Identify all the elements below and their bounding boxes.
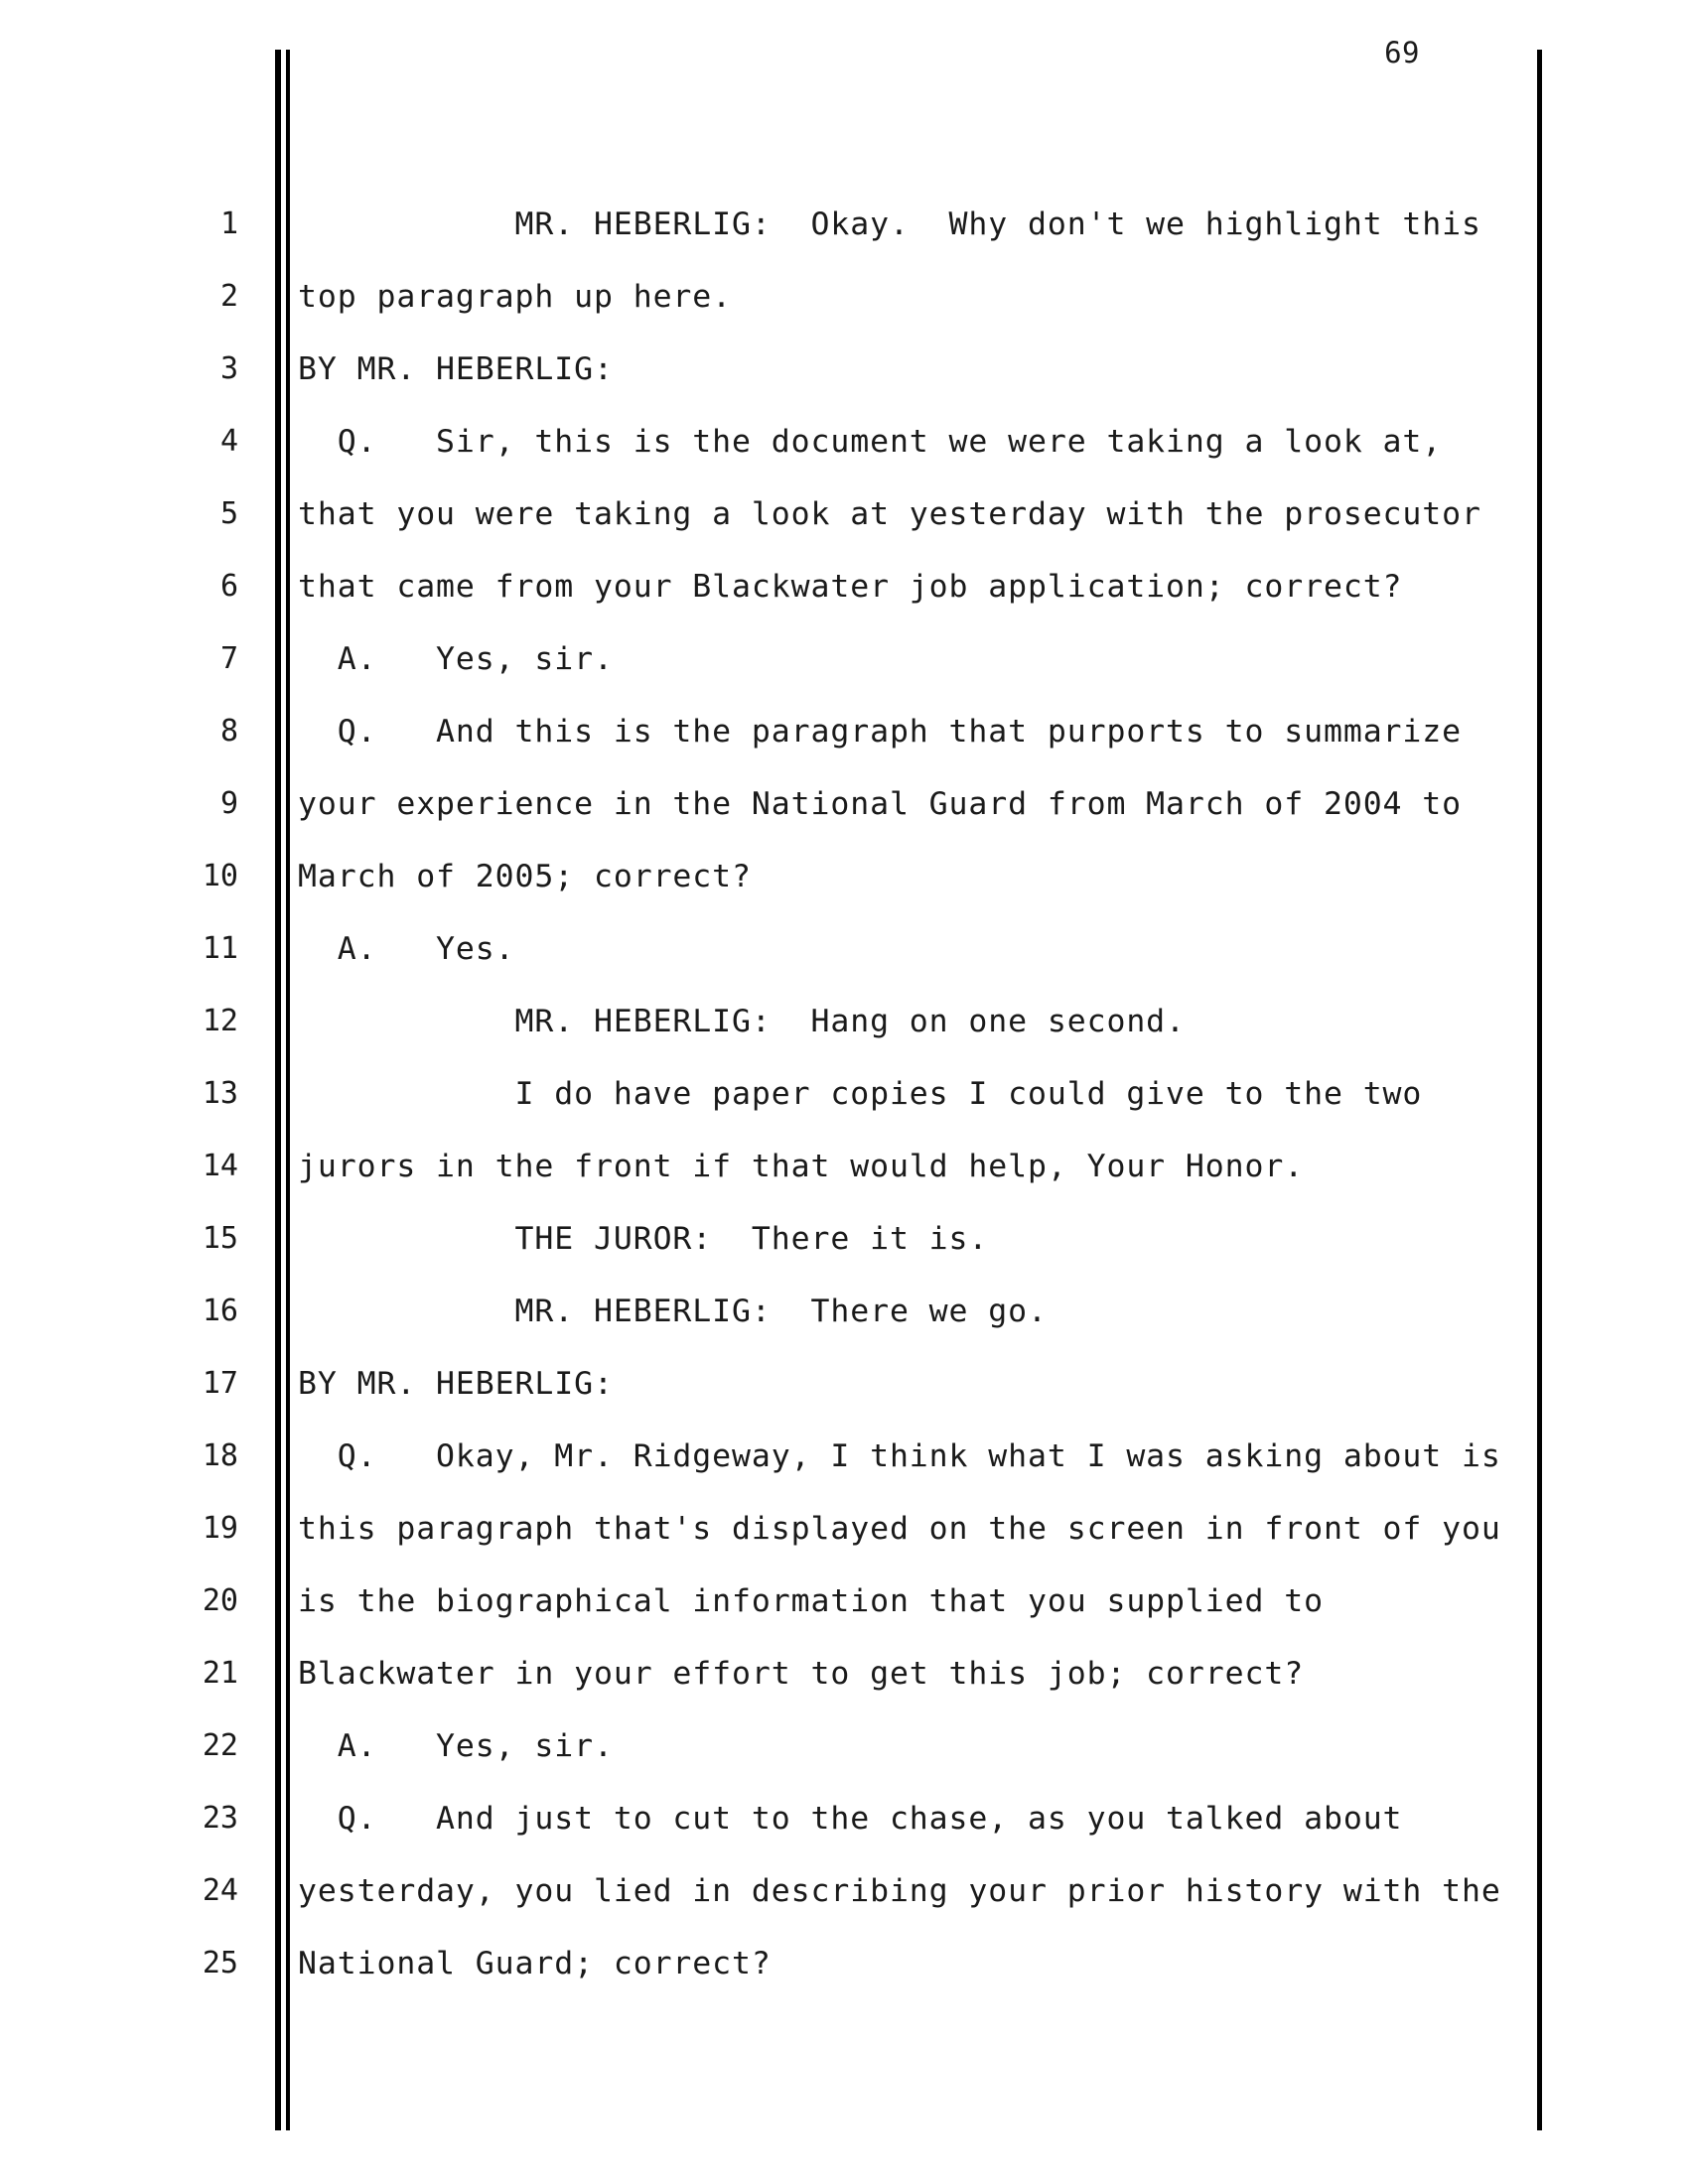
- line-number: 6: [219, 569, 238, 604]
- line-text: that came from your Blackwater job application; correct?: [298, 569, 1403, 605]
- transcript-line: [0, 559, 1688, 631]
- transcript-line: [0, 1791, 1688, 1863]
- line-number: 14: [202, 1149, 238, 1183]
- line-number: 5: [219, 496, 238, 531]
- line-number: 18: [202, 1438, 238, 1473]
- line-text: Q. Sir, this is the document we were taking a look at,: [298, 424, 1443, 460]
- transcript-line: [0, 486, 1688, 559]
- transcript-lines: [0, 197, 1688, 2008]
- line-number: 25: [202, 1946, 238, 1980]
- line-text: BY MR. HEBERLIG:: [298, 1366, 614, 1402]
- transcript-line: [0, 341, 1688, 414]
- line-text: BY MR. HEBERLIG:: [298, 351, 614, 387]
- line-number: 3: [219, 351, 238, 386]
- transcript-line: [0, 1356, 1688, 1429]
- line-number: 20: [202, 1583, 238, 1618]
- line-text: National Guard; correct?: [298, 1946, 772, 1981]
- line-text: I do have paper copies I could give to the two: [298, 1076, 1423, 1112]
- line-number: 12: [202, 1004, 238, 1038]
- line-number: 13: [202, 1076, 238, 1111]
- line-number: 7: [219, 641, 238, 676]
- transcript-line: [0, 921, 1688, 994]
- line-text: Q. Okay, Mr. Ridgeway, I think what I was asking about is: [298, 1438, 1501, 1474]
- line-text: MR. HEBERLIG: Okay. Why don't we highlight this: [298, 206, 1481, 242]
- transcript-line: [0, 776, 1688, 849]
- transcript-line: [0, 1863, 1688, 1936]
- transcript-line: [0, 1066, 1688, 1139]
- line-number: 23: [202, 1801, 238, 1836]
- line-number: 21: [202, 1656, 238, 1691]
- line-number: 10: [202, 859, 238, 893]
- line-text: your experience in the National Guard from March of 2004 to: [298, 786, 1463, 822]
- transcript-line: [0, 1718, 1688, 1791]
- line-text: MR. HEBERLIG: There we go.: [298, 1294, 1048, 1329]
- line-text: A. Yes, sir.: [298, 641, 614, 677]
- line-number: 19: [202, 1511, 238, 1546]
- line-text: jurors in the front if that would help, Your Honor.: [298, 1149, 1305, 1184]
- transcript-line: [0, 197, 1688, 269]
- line-number: 11: [202, 931, 238, 966]
- line-number: 2: [219, 279, 238, 314]
- transcript-line: [0, 1573, 1688, 1646]
- transcript-line: [0, 269, 1688, 341]
- line-number: 4: [219, 424, 238, 459]
- line-number: 1: [219, 206, 238, 241]
- line-number: 15: [202, 1221, 238, 1256]
- transcript-line: [0, 704, 1688, 776]
- transcript-line: [0, 414, 1688, 486]
- line-text: Blackwater in your effort to get this job; correct?: [298, 1656, 1305, 1692]
- line-text: A. Yes.: [298, 931, 515, 967]
- transcript-line: [0, 1139, 1688, 1211]
- line-text: yesterday, you lied in describing your prior history with the: [298, 1873, 1501, 1909]
- line-text: March of 2005; correct?: [298, 859, 752, 894]
- transcript-line: [0, 1501, 1688, 1573]
- transcript-line: [0, 631, 1688, 704]
- transcript-line: [0, 849, 1688, 921]
- line-text: this paragraph that's displayed on the screen in front of you: [298, 1511, 1501, 1547]
- line-text: top paragraph up here.: [298, 279, 733, 315]
- transcript-line: [0, 1211, 1688, 1284]
- transcript-line: [0, 1936, 1688, 2008]
- line-number: 22: [202, 1728, 238, 1763]
- page-number: 69: [1384, 36, 1420, 69]
- transcript-line: [0, 1646, 1688, 1718]
- transcript-line: [0, 994, 1688, 1066]
- line-text: Q. And this is the paragraph that purports to summarize: [298, 714, 1463, 750]
- line-text: A. Yes, sir.: [298, 1728, 614, 1764]
- line-text: Q. And just to cut to the chase, as you talked about: [298, 1801, 1403, 1837]
- line-number: 9: [219, 786, 238, 821]
- line-number: 24: [202, 1873, 238, 1908]
- line-text: MR. HEBERLIG: Hang on one second.: [298, 1004, 1186, 1039]
- line-text: THE JUROR: There it is.: [298, 1221, 989, 1257]
- line-number: 17: [202, 1366, 238, 1401]
- line-number: 16: [202, 1294, 238, 1328]
- transcript-line: [0, 1429, 1688, 1501]
- transcript-line: [0, 1284, 1688, 1356]
- line-text: that you were taking a look at yesterday with the prosecutor: [298, 496, 1481, 532]
- line-number: 8: [219, 714, 238, 749]
- line-text: is the biographical information that you supplied to: [298, 1583, 1324, 1619]
